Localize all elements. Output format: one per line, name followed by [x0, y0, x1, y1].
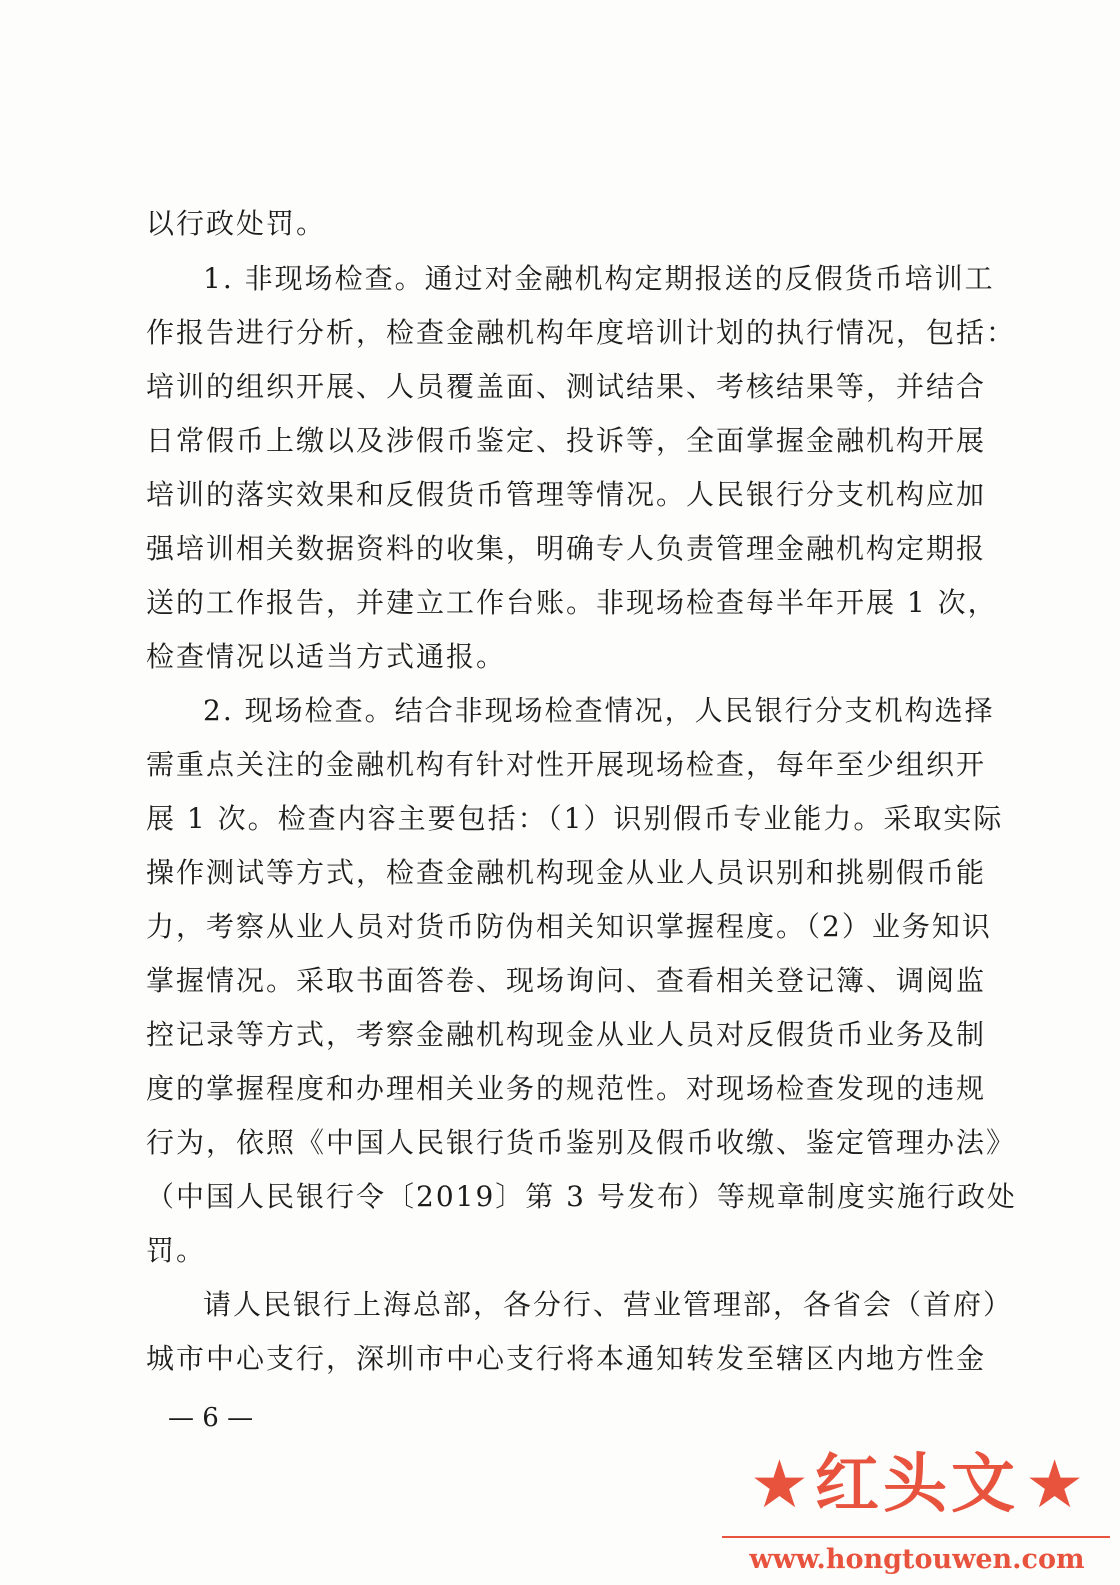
text-line: 2. 现场检查。结合非现场检查情况，人民银行分支机构选择 — [203, 694, 995, 727]
text-line: 控记录等方式，考察金融机构现金从业人员对反假货币业务及制 — [146, 1018, 987, 1051]
text-line: （中国人民银行令〔2019〕第 3 号发布）等规章制度实施行政处 — [146, 1180, 1017, 1213]
text-line: 力，考察从业人员对货币防伪相关知识掌握程度。（2）业务知识 — [146, 910, 992, 943]
text-line: 展 1 次。检查内容主要包括：（1）识别假币专业能力。采取实际 — [146, 802, 1004, 835]
watermark-divider — [722, 1536, 1110, 1538]
text-line: 1. 非现场检查。通过对金融机构定期报送的反假货币培训工 — [203, 262, 995, 295]
watermark-title: 红头文 — [815, 1448, 1019, 1522]
text-line: 度的掌握程度和办理相关业务的规范性。对现场检查发现的违规 — [146, 1072, 987, 1105]
text-line: 操作测试等方式，检查金融机构现金从业人员识别和挑剔假币能 — [146, 856, 987, 889]
text-line: 请人民银行上海总部，各分行、营业管理部，各省会（首府） — [203, 1288, 1014, 1321]
star-icon: ★ — [749, 1446, 809, 1523]
star-icon: ★ — [1025, 1446, 1085, 1523]
text-line: 掌握情况。采取书面答卷、现场询问、查看相关登记簿、调阅监 — [146, 964, 987, 997]
text-line: 作报告进行分析，检查金融机构年度培训计划的执行情况，包括： — [146, 316, 1017, 349]
text-line: 日常假币上缴以及涉假币鉴定、投诉等，全面掌握金融机构开展 — [146, 424, 987, 457]
page-number: — 6 — — [168, 1403, 254, 1433]
text-line: 检查情况以适当方式通报。 — [146, 640, 507, 673]
watermark-url: www.hongtouwen.com — [749, 1544, 1085, 1575]
watermark-title-row — [722, 1440, 1112, 1530]
text-line: 以行政处罚。 — [146, 207, 327, 240]
text-line: 需重点关注的金融机构有针对性开展现场检查，每年至少组织开 — [146, 748, 987, 781]
text-line: 培训的组织开展、人员覆盖面、测试结果、考核结果等，并结合 — [146, 370, 987, 403]
text-line: 行为，依照《中国人民银行货币鉴别及假币收缴、鉴定管理办法》 — [146, 1126, 1017, 1159]
text-line: 城市中心支行，深圳市中心支行将本通知转发至辖区内地方性金 — [146, 1342, 987, 1375]
text-line: 罚。 — [146, 1234, 207, 1267]
text-line: 送的工作报告，并建立工作台账。非现场检查每半年开展 1 次， — [146, 586, 998, 619]
text-line: 培训的落实效果和反假货币管理等情况。人民银行分支机构应加 — [146, 478, 987, 511]
site-watermark — [722, 1440, 1112, 1580]
text-line: 强培训相关数据资料的收集，明确专人负责管理金融机构定期报 — [146, 532, 987, 565]
